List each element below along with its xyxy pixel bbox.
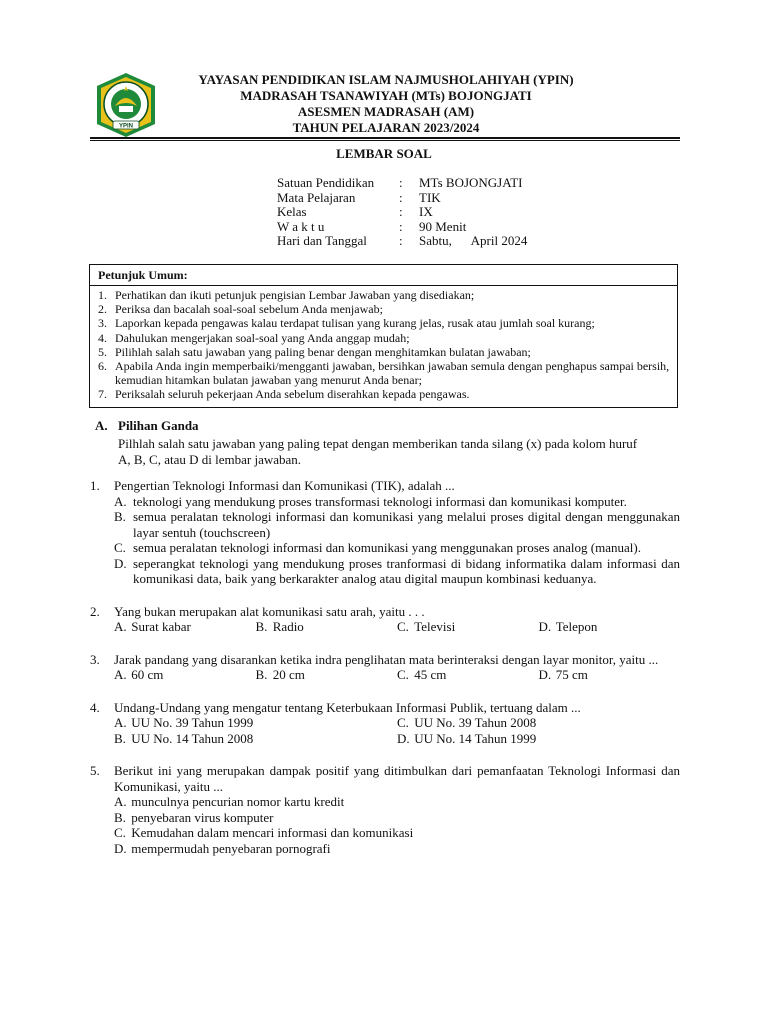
option-d bbox=[539, 667, 681, 683]
info-value: IX bbox=[419, 204, 433, 219]
sheet-title: LEMBAR SOAL bbox=[336, 146, 432, 161]
option-d bbox=[397, 731, 680, 747]
instruction-number: 5. bbox=[98, 344, 107, 359]
options-row bbox=[90, 731, 680, 747]
info-separator: : bbox=[399, 189, 403, 205]
question-1 bbox=[90, 478, 680, 587]
option-text: teknologi yang mendukung proses transformasi teknologi informasi dan komunikasi komputer. bbox=[133, 493, 627, 509]
option-letter: D. bbox=[397, 730, 410, 746]
academic-year: TAHUN PELAJARAN 2023/2024 bbox=[292, 120, 480, 135]
option-b bbox=[114, 731, 397, 747]
option-text: Televisi bbox=[414, 619, 456, 634]
foundation-name: YAYASAN PENDIDIKAN ISLAM NAJMUSHOLAHIYAH (YPIN) bbox=[198, 72, 574, 87]
header-divider bbox=[90, 137, 680, 139]
info-row bbox=[277, 205, 527, 220]
option-text: Surat kabar bbox=[131, 619, 191, 634]
question-text: Undang-Undang yang mengatur tentang Keterbukaan Informasi Publik, tertuang dalam ... bbox=[114, 699, 581, 715]
info-separator: : bbox=[399, 233, 403, 248]
option-text: UU No. 14 Tahun 2008 bbox=[131, 730, 254, 746]
question-text: Pengertian Teknologi Informasi dan Komunikasi (TIK), adalah ... bbox=[114, 478, 455, 493]
header-divider-thin bbox=[90, 140, 680, 141]
option-text: Radio bbox=[272, 619, 304, 634]
option-letter: A. bbox=[114, 493, 127, 509]
option-text: Telepon bbox=[555, 619, 598, 634]
option-text: mempermudah penyebaran pornografi bbox=[131, 840, 331, 856]
option-letter: C. bbox=[114, 825, 126, 840]
option-c bbox=[90, 825, 680, 841]
option-letter: B. bbox=[255, 619, 268, 634]
question-list bbox=[90, 478, 680, 873]
option-letter: B. bbox=[114, 730, 126, 746]
question-number: 5. bbox=[90, 763, 100, 778]
option-c bbox=[397, 715, 680, 731]
question-stem bbox=[90, 652, 680, 668]
option-letter: D. bbox=[538, 667, 552, 682]
info-label: Satuan Pendidikan bbox=[277, 175, 375, 190]
options-row bbox=[90, 619, 680, 635]
info-separator: : bbox=[399, 204, 403, 219]
option-a bbox=[90, 494, 680, 510]
option-text: UU No. 39 Tahun 1999 bbox=[131, 715, 254, 730]
option-a bbox=[90, 794, 680, 810]
instruction-item bbox=[98, 288, 673, 302]
logo-text: YPIN bbox=[118, 123, 134, 130]
option-b bbox=[90, 810, 680, 826]
question-number: 4. bbox=[90, 699, 100, 715]
option-text: 75 cm bbox=[555, 667, 588, 682]
option-b bbox=[256, 619, 398, 635]
option-letter: C. bbox=[397, 667, 409, 682]
question-text: Berikut ini yang merupakan dampak positif yang ditimbulkan dari pemanfaatan Teknologi Informasi dan Komunikasi, yaitu ... bbox=[114, 763, 680, 794]
info-separator: : bbox=[399, 218, 403, 234]
instruction-text: Perhatikan dan ikuti petunjuk pengisian Lembar Jawaban yang disediakan; bbox=[115, 288, 475, 302]
info-value: 90 Menit bbox=[419, 218, 467, 234]
school-name: MADRASAH TSANAWIYAH (MTs) BOJONGJATI bbox=[240, 88, 532, 103]
instruction-item bbox=[98, 359, 673, 387]
option-letter: A. bbox=[114, 619, 127, 634]
instruction-text: Pilihlah salah satu jawaban yang paling benar dengan menghitamkan bulatan jawaban; bbox=[115, 344, 531, 359]
info-label: Hari dan Tanggal bbox=[277, 233, 367, 248]
info-value: Sabtu, April 2024 bbox=[419, 233, 528, 248]
general-instructions-box bbox=[89, 264, 678, 408]
section-heading bbox=[95, 418, 685, 434]
question-stem bbox=[90, 478, 680, 494]
question-number: 3. bbox=[90, 651, 100, 667]
option-letter: B. bbox=[114, 509, 126, 524]
option-b bbox=[90, 509, 680, 540]
options-row bbox=[90, 667, 680, 683]
option-a bbox=[114, 715, 397, 731]
option-letter: C. bbox=[114, 540, 126, 555]
option-letter: C. bbox=[397, 715, 409, 730]
info-value: MTs BOJONGJATI bbox=[419, 175, 523, 190]
option-text: semua peralatan teknologi informasi dan komunikasi yang menggunakan proses analog (manual). bbox=[133, 540, 641, 555]
option-text: penyebaran virus komputer bbox=[131, 809, 274, 825]
option-text: Kemudahan dalam mencari informasi dan komunikasi bbox=[131, 825, 414, 840]
option-d bbox=[539, 619, 681, 635]
exam-name: ASESMEN MADRASAH (AM) bbox=[297, 104, 475, 119]
instruction-item bbox=[98, 345, 673, 359]
option-letter: C. bbox=[397, 619, 409, 634]
question-3 bbox=[90, 652, 680, 683]
instructions-list bbox=[90, 286, 677, 402]
option-text: semua peralatan teknologi informasi dan komunikasi yang melalui proses digital dengan menggunakan layar sentuh (touchscreen) bbox=[133, 509, 680, 540]
instruction-item bbox=[98, 316, 673, 330]
section-title: Pilihan Ganda bbox=[118, 418, 199, 433]
info-value: TIK bbox=[419, 189, 441, 205]
question-text: Jarak pandang yang disarankan ketika indra penglihatan mata berinteraksi dengan layar monitor, yaitu ... bbox=[114, 651, 659, 667]
instruction-item bbox=[98, 302, 673, 316]
option-c bbox=[397, 619, 539, 635]
option-text: seperangkat teknologi yang mendukung proses tranformasi di bidang informatika dalam informasi dan komunikasi data, baik yang berkarakter analog atau digital maupun kombinasi keduanya. bbox=[133, 555, 680, 586]
question-text: Yang bukan merupakan alat komunikasi satu arah, yaitu . . . bbox=[114, 603, 425, 619]
option-letter: D. bbox=[114, 555, 127, 571]
option-a bbox=[114, 667, 256, 683]
option-text: 60 cm bbox=[131, 667, 164, 682]
option-a bbox=[114, 619, 256, 635]
question-stem bbox=[90, 763, 680, 794]
question-stem bbox=[90, 700, 680, 716]
instruction-number: 1. bbox=[98, 288, 107, 302]
info-row bbox=[277, 176, 527, 191]
instruction-item bbox=[98, 387, 673, 401]
info-label: Mata Pelajaran bbox=[277, 189, 356, 205]
instruction-number: 3. bbox=[98, 316, 107, 331]
section-multiple-choice bbox=[95, 418, 685, 468]
info-row bbox=[277, 234, 527, 249]
instruction-text: Periksalah seluruh pekerjaan Anda sebelum diserahkan kepada pengawas. bbox=[115, 387, 470, 402]
instruction-text: Periksa dan bacalah soal-soal sebelum Anda menjawab; bbox=[115, 302, 383, 317]
option-letter: A. bbox=[114, 794, 127, 809]
instruction-number: 6. bbox=[98, 359, 107, 374]
instruction-number: 4. bbox=[98, 330, 107, 345]
option-text: 45 cm bbox=[414, 667, 447, 682]
instruction-number: 2. bbox=[98, 302, 107, 317]
instruction-item bbox=[98, 331, 673, 345]
info-label: Kelas bbox=[277, 204, 307, 219]
question-number: 1. bbox=[90, 478, 100, 493]
instruction-text: Dahulukan mengerjakan soal-soal yang Anda anggap mudah; bbox=[115, 330, 410, 345]
option-letter: B. bbox=[255, 667, 268, 682]
exam-info bbox=[277, 176, 527, 249]
instructions-title: Petunjuk Umum: bbox=[90, 265, 677, 286]
option-letter: A. bbox=[114, 667, 127, 682]
question-number: 2. bbox=[90, 603, 100, 619]
instruction-number: 7. bbox=[98, 387, 107, 402]
option-text: UU No. 39 Tahun 2008 bbox=[414, 715, 537, 730]
option-d bbox=[90, 556, 680, 587]
option-b bbox=[256, 667, 398, 683]
options-row bbox=[90, 715, 680, 731]
question-4 bbox=[90, 700, 680, 747]
instruction-text: Apabila Anda ingin memperbaiki/mengganti jawaban, bersihkan jawaban semula dengan penghapus sampai bersih, kemudian hitamkan bulatan jawaban yang menurut Anda benar; bbox=[115, 359, 670, 388]
option-text: munculnya pencurian nomor kartu kredit bbox=[131, 794, 345, 809]
question-stem bbox=[90, 604, 680, 620]
info-label: W a k t u bbox=[277, 218, 325, 234]
option-letter: D. bbox=[114, 840, 127, 856]
info-row bbox=[277, 191, 527, 206]
school-header bbox=[160, 72, 612, 136]
question-2 bbox=[90, 604, 680, 635]
ypin-logo bbox=[93, 72, 159, 138]
option-d bbox=[90, 841, 680, 857]
info-row bbox=[277, 220, 527, 235]
question-5 bbox=[90, 763, 680, 856]
section-description: Pilhlah salah satu jawaban yang paling tepat dengan memberikan tanda silang (x) pada kolom huruf A, B, C, atau D di lembar jawaban. bbox=[118, 436, 638, 467]
option-letter: B. bbox=[114, 809, 126, 825]
option-c bbox=[90, 540, 680, 556]
option-letter: A. bbox=[114, 715, 127, 730]
option-c bbox=[397, 667, 539, 683]
section-letter: A. bbox=[95, 418, 108, 433]
info-separator: : bbox=[399, 175, 403, 190]
option-letter: D. bbox=[538, 619, 552, 634]
option-text: UU No. 14 Tahun 1999 bbox=[414, 730, 537, 746]
instruction-text: Laporkan kepada pengawas kalau terdapat tulisan yang kurang jelas, rusak atau jumlah soal kurang; bbox=[115, 316, 595, 331]
option-text: 20 cm bbox=[272, 667, 305, 682]
